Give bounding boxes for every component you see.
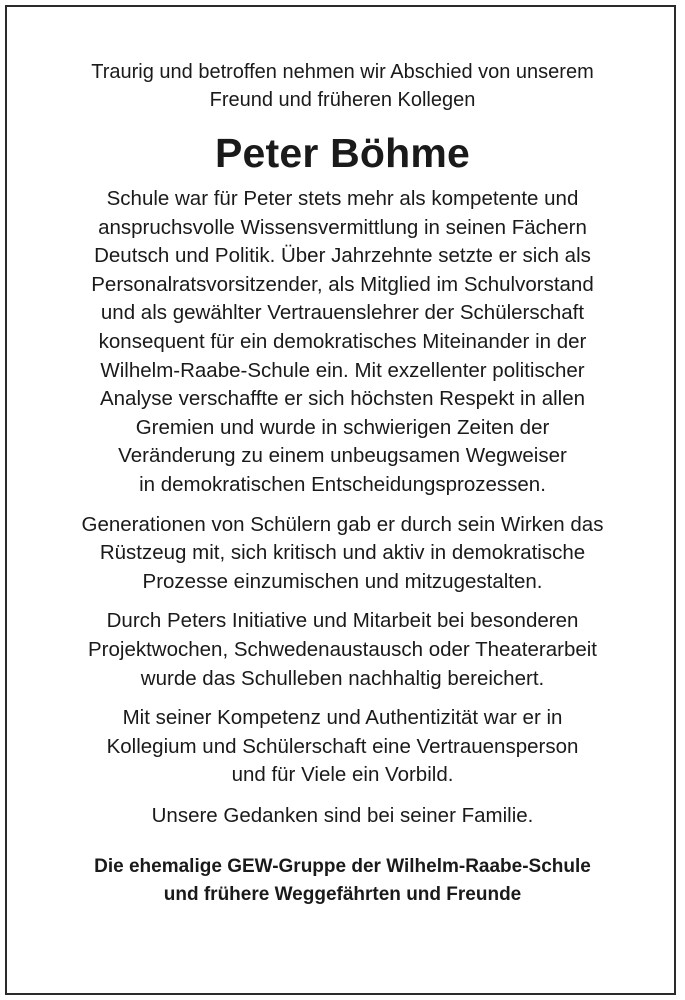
intro-text: [12, 58, 673, 114]
intro-line: Traurig und betroffen nehmen wir Abschied von unserem: [91, 61, 594, 83]
text-line: anspruchsvolle Wissensvermittlung in seinen Fächern: [98, 215, 587, 239]
text-line: Personalratsvorsitzender, als Mitglied im Schulvorstand: [91, 272, 594, 296]
text-line: Analyse verschaffte er sich höchsten Respekt in allen: [99, 387, 586, 411]
text-line: Projektwochen, Schwedenaustausch oder Theaterarbeit: [87, 637, 598, 661]
paragraph-condolence: [12, 802, 673, 831]
text-line: Deutsch und Politik. Über Jahrzehnte setzte er sich als: [94, 244, 591, 268]
paragraph-school-career: [12, 185, 673, 500]
text-line: Prozesse einzumischen und mitzugestalten.: [142, 569, 543, 593]
text-line: konsequent für ein demokratisches Miteinander in der: [98, 329, 587, 353]
text-line: Generationen von Schülern gab er durch sein Wirken das: [81, 512, 604, 536]
signature-block: [12, 853, 673, 909]
text-line: Wilhelm-Raabe-Schule ein. Mit exzellenter politischer: [100, 358, 585, 382]
text-line: Kollegium und Schülerschaft eine Vertrauensperson: [106, 734, 579, 758]
deceased-name: Peter Böhme: [214, 130, 471, 176]
text-line: Veränderung zu einem unbeugsamen Wegweiser: [118, 444, 567, 468]
text-line: Schule war für Peter stets mehr als kompetente und: [106, 187, 579, 210]
text-line: in demokratischen Entscheidungsprozessen.: [139, 472, 546, 496]
paragraph-role-model: [12, 704, 673, 790]
text-line: Unsere Gedanken sind bei seiner Familie.: [151, 803, 534, 827]
signature-line: und frühere Weggefährten und Freunde: [163, 884, 522, 906]
text-line: und als gewählter Vertrauenslehrer der Schülerschaft: [100, 301, 585, 325]
obituary-notice: [12, 58, 673, 909]
paragraph-generations: [12, 511, 673, 597]
intro-line: Freund und früheren Kollegen: [209, 89, 476, 111]
text-line: Rüstzeug mit, sich kritisch und aktiv in demokratische: [99, 541, 586, 565]
text-line: Durch Peters Initiative und Mitarbeit bei besonderen: [106, 609, 579, 633]
paragraph-initiatives: [12, 607, 673, 693]
text-line: wurde das Schulleben nachhaltig bereichert.: [140, 666, 545, 690]
signature-line: Die ehemalige GEW-Gruppe der Wilhelm-Raabe-Schule: [94, 856, 591, 878]
text-line: Mit seiner Kompetenz und Authentizität war er in: [122, 706, 563, 730]
text-line: Gremien und wurde in schwierigen Zeiten der: [135, 415, 550, 439]
text-line: und für Viele ein Vorbild.: [231, 763, 454, 787]
